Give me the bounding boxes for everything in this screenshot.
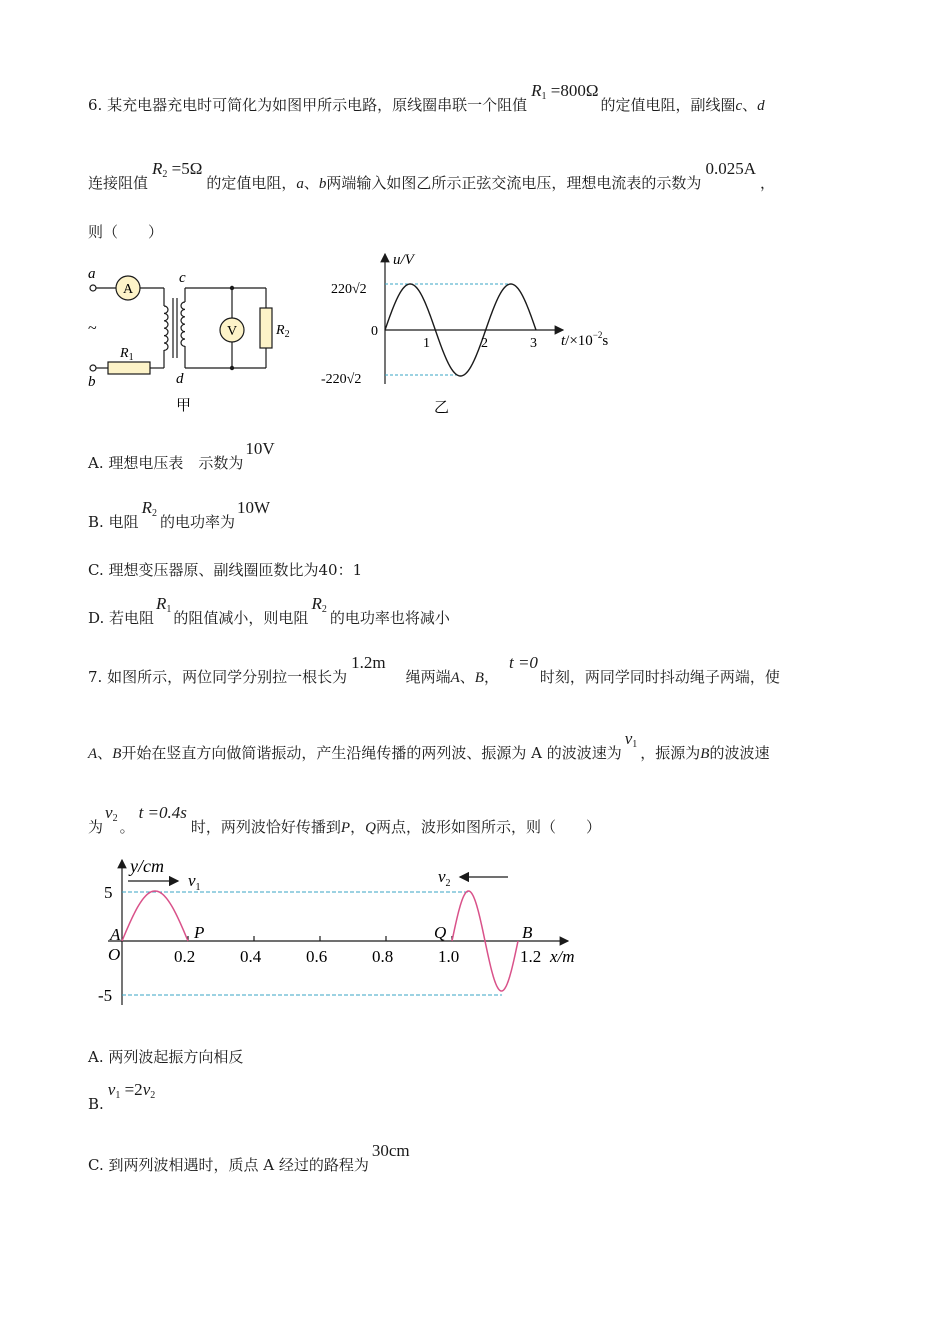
ammeter-reading: 0.025A — [705, 159, 756, 178]
svg-text:1: 1 — [423, 336, 430, 351]
terminal-b — [90, 365, 96, 371]
svg-text:b: b — [88, 374, 96, 390]
svg-text:A: A — [122, 282, 134, 297]
q6-option-b[interactable]: B. 电阻$R_2$ 的电功率为10W — [88, 498, 271, 531]
svg-text:P: P — [194, 923, 205, 942]
r1-value: $R_1 =800\Omega$ — [531, 81, 599, 102]
svg-text:t/×10−2s: $t/\times 10^{-2}s$ — [561, 330, 609, 349]
svg-text:V: V — [226, 324, 238, 339]
svg-text:0.6: 0.6 — [306, 947, 328, 966]
svg-text:O: O — [108, 945, 121, 964]
resistor-r1 — [108, 362, 150, 374]
q7-option-b[interactable]: $B.v_1 =2v_2$ — [88, 1080, 156, 1113]
svg-text:-220√2: -220√2 — [321, 372, 362, 387]
r2-value: $R_2 =5\Omega$ — [152, 159, 203, 180]
svg-text:3: 3 — [530, 336, 537, 351]
svg-text:A: A — [110, 925, 121, 944]
svg-text:R1: $R_1$ — [120, 346, 134, 363]
q6-option-d[interactable]: D. 若电阻$R_1$ 的阻值减小，则电阻$R_2$ 的电功率也将减小 — [88, 594, 450, 627]
svg-text:Q: Q — [434, 923, 447, 942]
q7-line-1: 7. 如图所示，两位同学分别拉一根长为1.2m绳两端A、B，t =0时刻，两同学同时抖动绳子两端，使 — [88, 653, 780, 686]
svg-text:-5: -5 — [98, 986, 113, 1005]
q6-line-1: 6. 某充电器充电时可简化为如图甲所示电路，原线圈串联一个阻值$R_1 =800\Omega$的定值电阻，副线圈c、d — [88, 81, 765, 114]
q7-option-c[interactable]: C. 到两列波相遇时，质点 A 经过的路程为30cm — [88, 1141, 410, 1174]
svg-text:2: 2 — [481, 336, 488, 351]
q6-option-a[interactable]: A. 理想电压表 示数为10V — [88, 439, 275, 472]
svg-text:甲: 甲 — [176, 398, 192, 414]
svg-text:1.2: 1.2 — [520, 947, 542, 966]
svg-text:u/V: u/V — [393, 252, 414, 268]
q6-option-c[interactable]: C. 理想变压器原、副线圈匝数比为40：1 — [88, 561, 363, 579]
svg-text:0.8: 0.8 — [372, 947, 394, 966]
svg-text:0: 0 — [371, 324, 378, 339]
svg-text:c: c — [179, 270, 186, 286]
svg-text:~: ~ — [88, 320, 97, 337]
svg-text:d: d — [176, 371, 184, 387]
q7-line-3: 为$v_2$ 。t =0.4s时，两列波恰好传播到P，Q两点，波形如图所示，则（ ） — [88, 803, 601, 836]
resistor-r2 — [260, 308, 272, 348]
svg-text:y/cm: y/cm — [130, 856, 164, 876]
circuit-diagram — [80, 258, 310, 418]
svg-text:0.4: 0.4 — [240, 947, 262, 966]
svg-text:220√2: 220√2 — [331, 282, 367, 297]
terminal-a — [90, 285, 96, 291]
voltage-graph — [318, 244, 638, 419]
q6-line-2: 连接阻值$R_2 =5\Omega$的定值电阻，a、b两端输入如图乙所示正弦交流电压，理想电流表的示数为0.025A， — [88, 159, 775, 192]
x-ticks — [188, 936, 452, 941]
svg-text:1.0: 1.0 — [438, 947, 460, 966]
svg-text:乙: 乙 — [434, 400, 450, 416]
svg-text:R2: $R_2$ — [276, 323, 290, 340]
q7-line-2: A、B开始在竖直方向做简谐振动，产生沿绳传播的两列波、振源为 A 的波波速为$v_1$ ，振源为B的波波速 — [88, 729, 770, 762]
svg-text:v2: $v_2$ — [438, 867, 451, 889]
svg-text:a: a — [88, 266, 96, 282]
svg-text:0.2: 0.2 — [174, 947, 196, 966]
q6-line-3: 则（ ） — [88, 223, 164, 241]
svg-text:v1: $v_1$ — [188, 871, 201, 893]
svg-text:5: 5 — [104, 883, 113, 902]
svg-text:x/m: x/m — [550, 947, 575, 966]
wave-graph — [90, 850, 600, 1010]
svg-text:B: B — [522, 923, 533, 942]
q7-option-a[interactable]: A. 两列波起振方向相反 — [88, 1048, 244, 1066]
wave-a — [122, 891, 188, 941]
